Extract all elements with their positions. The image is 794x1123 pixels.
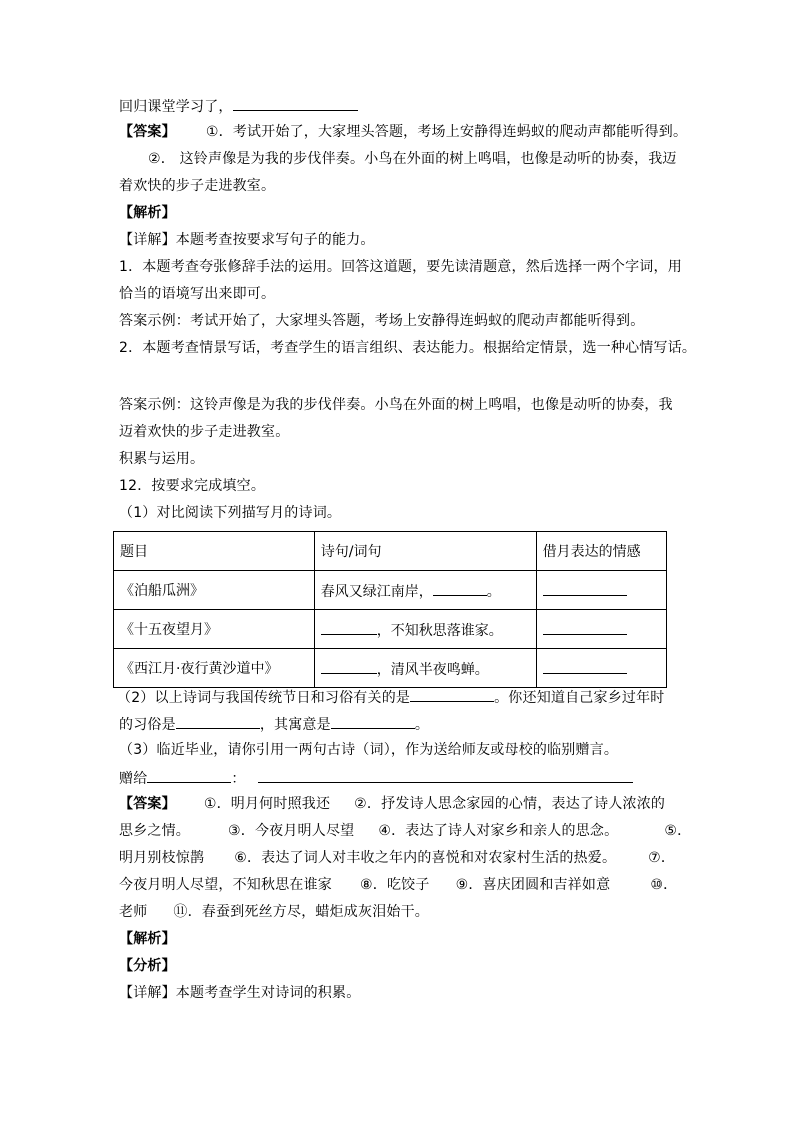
verse-blank bbox=[433, 580, 487, 596]
header-emotion: 借月表达的情感 bbox=[536, 532, 666, 571]
q11-answer-line1 bbox=[119, 122, 687, 142]
row-emotion bbox=[536, 610, 666, 649]
example2-line2: 迈着欢快的步子走进教室。 bbox=[119, 424, 290, 440]
q12-answer-line4: 今夜月明人尽望，不知秋思在谁家 ⑧．吃饺子 ⑨．喜庆团圆和吉祥如意 ⑩． bbox=[119, 877, 678, 893]
answer-2-cont: 着欢快的步子走进教室。 bbox=[119, 178, 276, 194]
answer-blank bbox=[233, 95, 358, 111]
q12-sub2-line1: （2）以上诗词与我国传统节日和习俗有关的是 。你还知道自己家乡过年时 bbox=[117, 686, 665, 708]
answer-2: ②． 这铃声像是为我的步伐伴奏。小鸟在外面的树上鸣唱，也像是动听的协奏，我迈 bbox=[148, 151, 677, 167]
custom-blank bbox=[176, 713, 260, 729]
table-row bbox=[114, 610, 667, 649]
answer-1: ①．考试开始了，大家埋头答题，考场上安静得连蚂蚁的爬动声都能听得到。 bbox=[205, 124, 688, 140]
return-text: 回归课堂学习了， bbox=[119, 99, 233, 115]
row-verse: 春风又绿江南岸， 。 bbox=[314, 571, 536, 610]
q12-answer-line2: 思乡之情。 ③．今夜月明人尽望 ④．表达了诗人对家乡和亲人的思念。 ⑤． bbox=[119, 823, 692, 839]
emotion-blank bbox=[543, 580, 627, 596]
poem-table bbox=[113, 531, 667, 688]
table-row bbox=[114, 649, 667, 688]
row-title: 《十五夜望月》 bbox=[114, 610, 315, 649]
q12-analysis-label: 【解析】 bbox=[119, 931, 176, 947]
point2: 2．本题考查情景写话，考查学生的语言组织、表达能力。根据给定情景，选一种心情写话。 bbox=[119, 340, 697, 356]
q12-answer-line1: 【答案】 ①．明月何时照我还 ②．抒发诗人思念家园的心情，表达了诗人浓浓的 bbox=[119, 796, 666, 812]
header-title: 题目 bbox=[114, 532, 315, 571]
q12-answer-line5: 老师 ⑪．春蚕到死丝方尽，蜡炬成灰泪始干。 bbox=[119, 904, 430, 920]
q12-sub1: （1）对比阅读下列描写月的诗词。 bbox=[119, 505, 342, 521]
verse-blank bbox=[321, 658, 377, 674]
q12-fenxi-label: 【分析】 bbox=[119, 958, 176, 974]
point1-line2: 恰当的语境写出来即可。 bbox=[119, 286, 276, 302]
q11-answer-line2 bbox=[148, 149, 677, 169]
row-title: 《西江月·夜行黄沙道中》 bbox=[114, 649, 315, 688]
q12-sub3: （3）临近毕业，请你引用一两句古诗（词），作为送给师友或母校的临别赠言。 bbox=[119, 742, 619, 758]
row-verse: ，清风半夜鸣蝉。 bbox=[314, 649, 536, 688]
message-blank bbox=[258, 767, 633, 783]
emotion-blank bbox=[543, 658, 627, 674]
answer-label: 【答案】 bbox=[119, 796, 176, 812]
analysis-label: 【解析】 bbox=[119, 205, 176, 221]
row-verse: ，不知秋思落谁家。 bbox=[314, 610, 536, 649]
emotion-blank bbox=[543, 619, 627, 635]
q12-title: 12．按要求完成填空。 bbox=[119, 478, 266, 494]
meaning-blank bbox=[331, 713, 415, 729]
point1-line1: 1．本题考查夸张修辞手法的运用。回答这道题，要先读清题意，然后选择一两个字词，用 bbox=[119, 259, 682, 275]
example1: 答案示例：考试开始了，大家埋头答题，考场上安静得连蚂蚁的爬动声都能听得到。 bbox=[119, 313, 645, 329]
header-verse: 诗句/词句 bbox=[314, 532, 536, 571]
q12-detail: 【详解】本题考查学生对诗词的积累。 bbox=[119, 985, 361, 1001]
section-heading: 积累与运用。 bbox=[119, 451, 205, 467]
row-title: 《泊船瓜洲》 bbox=[114, 571, 315, 610]
gift-line: 赠给 ： bbox=[119, 767, 633, 789]
verse-blank bbox=[321, 619, 377, 635]
example2-line1: 答案示例：这铃声像是为我的步伐伴奏。小鸟在外面的树上鸣唱，也像是动听的协奏，我 bbox=[119, 397, 673, 413]
row-emotion bbox=[536, 649, 666, 688]
festival-blank bbox=[410, 686, 494, 702]
return-to-class-line bbox=[119, 95, 358, 117]
row-emotion bbox=[536, 571, 666, 610]
table-row bbox=[114, 571, 667, 610]
q12-sub2-line2: 的习俗是 ，其寓意是 。 bbox=[119, 713, 429, 735]
q12-answer-line3: 明月别枝惊鹊 ⑥．表达了词人对丰收之年内的喜悦和对农家村生活的热爱。 ⑦． bbox=[119, 850, 676, 866]
recipient-blank bbox=[147, 767, 231, 783]
table-header-row bbox=[114, 532, 667, 571]
detail-line: 【详解】本题考查按要求写句子的能力。 bbox=[119, 232, 375, 248]
q11-answer-line3 bbox=[119, 176, 275, 196]
answer-label: 【答案】 bbox=[119, 124, 176, 140]
